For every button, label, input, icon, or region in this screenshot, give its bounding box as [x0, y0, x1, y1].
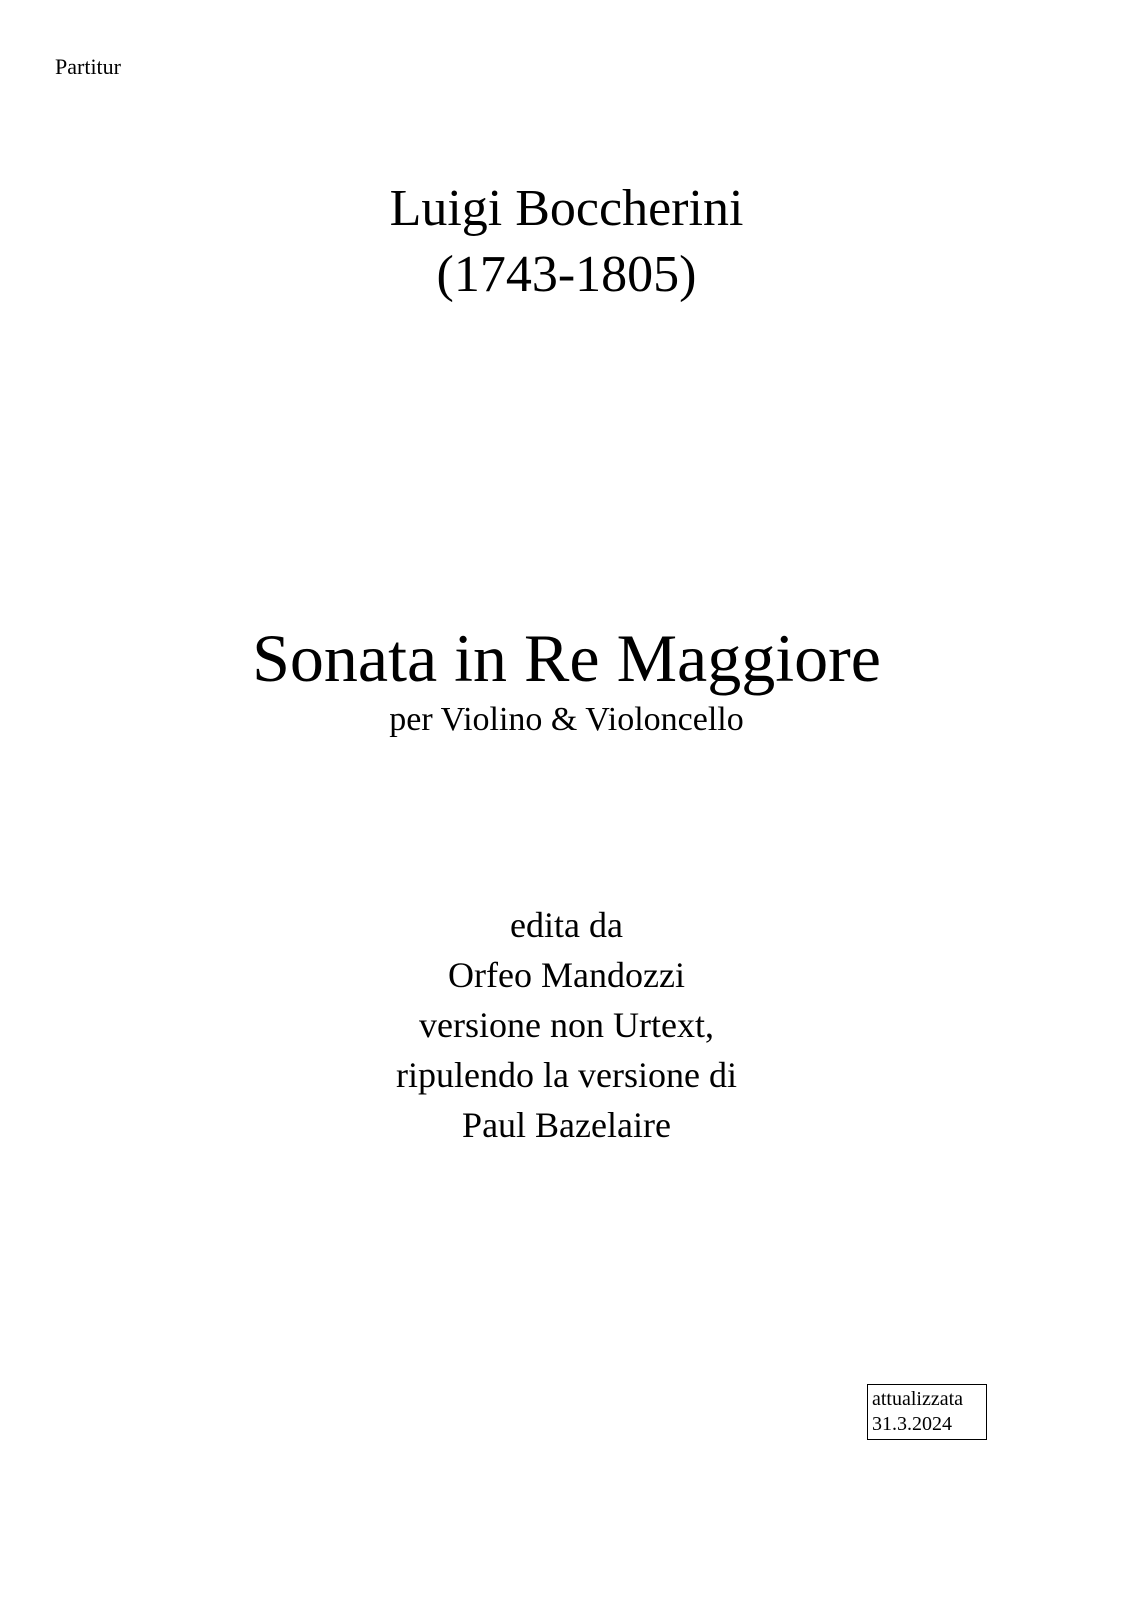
update-date-box	[867, 1384, 987, 1440]
work-title: Sonata in Re Maggiore	[252, 620, 881, 696]
original-editor-name: Paul Bazelaire	[462, 1105, 671, 1145]
editor-name: Orfeo Mandozzi	[448, 955, 685, 995]
composer-block	[0, 176, 1133, 308]
title-block	[0, 618, 1133, 740]
composer-name: Luigi Boccherini	[389, 180, 744, 237]
work-subtitle: per Violino & Violoncello	[389, 701, 744, 738]
edition-line: edita da	[510, 905, 623, 945]
edition-line: versione non Urtext,	[419, 1005, 714, 1045]
edition-line: ripulendo la versione di	[396, 1055, 737, 1095]
edition-block	[0, 900, 1133, 1150]
composer-dates: (1743-1805)	[436, 246, 697, 303]
update-label: attualizzata	[872, 1388, 964, 1410]
page-label: Partitur	[55, 54, 121, 79]
update-date: 31.3.2024	[872, 1413, 952, 1435]
